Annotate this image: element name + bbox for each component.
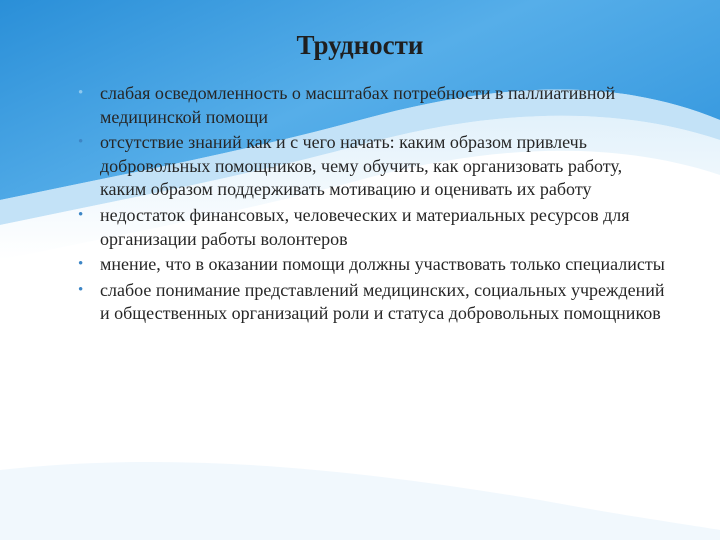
list-item <box>78 204 668 251</box>
bullet-icon: • <box>78 206 84 223</box>
list-item-text: слабое понимание представлений медицинских, социальных учреждений и общественных организаций роли и статуса добровольных помощников <box>100 279 665 324</box>
slide-title-text: Трудности <box>296 30 424 60</box>
bullet-icon: • <box>78 281 84 298</box>
list-item-text: слабая осведомленность о масштабах потребности в паллиативной медицинской помощи <box>100 83 616 127</box>
list-item-text: мнение, что в оказании помощи должны участвовать только специалисты <box>100 254 665 275</box>
bullet-list <box>78 82 668 328</box>
slide-title <box>0 30 720 61</box>
list-item <box>78 131 668 202</box>
bullet-icon: • <box>78 85 84 101</box>
bullet-icon: • <box>78 256 84 273</box>
list-item <box>78 279 668 326</box>
bullet-icon: • <box>78 134 84 151</box>
list-item-text: отсутствие знаний как и с чего начать: каким образом привлечь добровольных помощников, чему обучить, как организовать работу, каким образом поддерживать мотивацию и оценивать их работу <box>100 132 623 200</box>
list-item-text: недостаток финансовых, человеческих и материальных ресурсов для организации работы волонтеров <box>100 204 630 249</box>
list-item <box>78 253 668 277</box>
list-item <box>78 82 668 129</box>
